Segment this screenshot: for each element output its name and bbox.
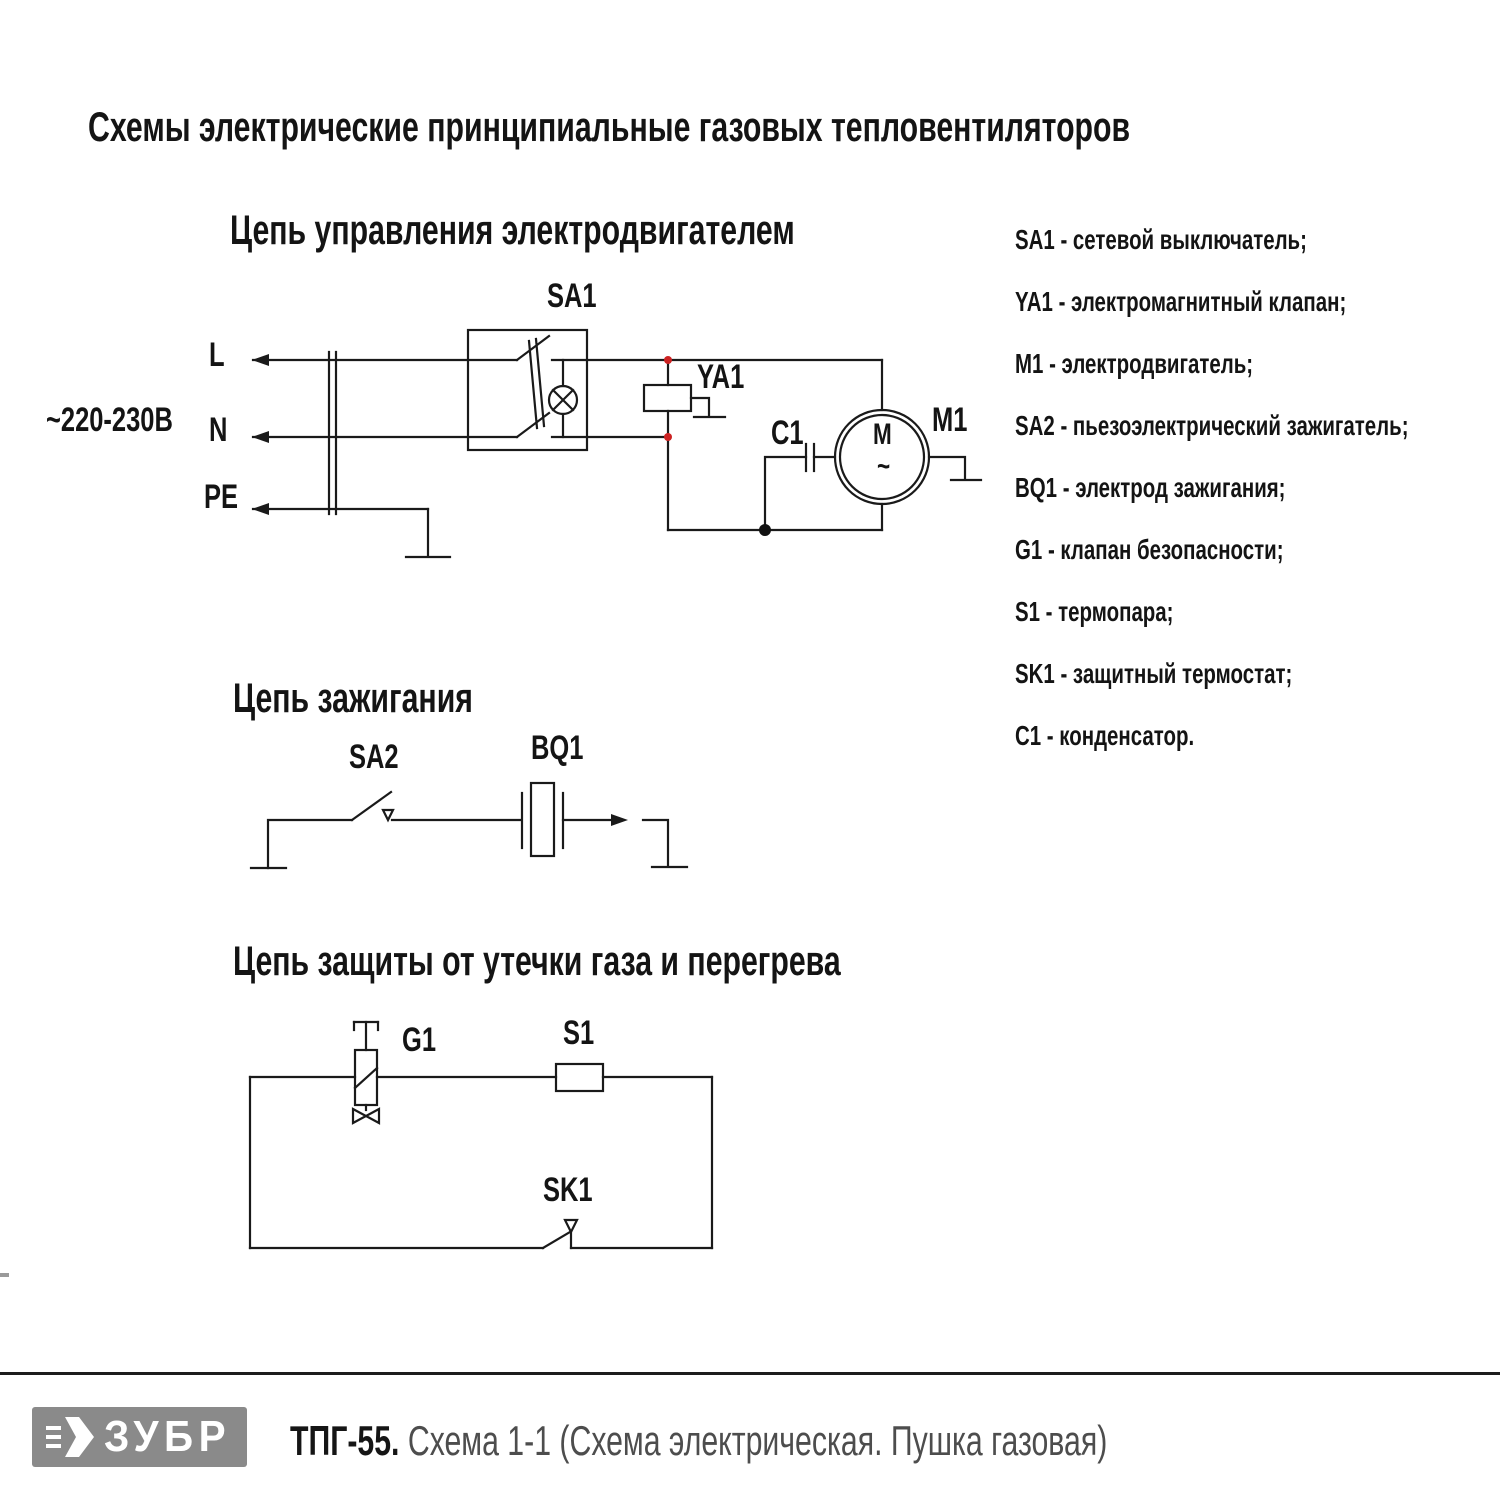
junction-dot bbox=[759, 524, 771, 536]
line-l-label: L bbox=[209, 336, 225, 374]
footer-separator bbox=[0, 1372, 1500, 1375]
junction-dot-red bbox=[664, 356, 672, 364]
g1-label: G1 bbox=[402, 1021, 437, 1059]
lamp-icon bbox=[549, 360, 577, 437]
legend-item-sk1: SK1 - защитный термостат; bbox=[1015, 658, 1293, 689]
sa2-switch-symbol bbox=[352, 792, 521, 820]
c1-capacitor-symbol bbox=[765, 444, 835, 530]
scheme-caption: Схема 1-1 (Схема электрическая. Пушка газовая) bbox=[399, 1417, 1108, 1464]
ground-icon bbox=[643, 820, 687, 867]
arrow-right-icon bbox=[611, 814, 628, 826]
motor-letter-label: M bbox=[873, 418, 892, 451]
legend-item-c1: C1 - конденсатор. bbox=[1015, 720, 1195, 751]
c1-label: C1 bbox=[771, 414, 804, 452]
motor-wave-label: ~ bbox=[877, 450, 891, 483]
sa1-switch-symbol bbox=[468, 330, 882, 450]
line-pe-label: PE bbox=[204, 478, 239, 516]
arrow-left-icon bbox=[252, 354, 269, 366]
section-title-protection: Цепь защиты от утечки газа и перегрева bbox=[233, 937, 841, 984]
legend-item-ya1: YA1 - электромагнитный клапан; bbox=[1015, 286, 1347, 317]
junction-dot-red bbox=[664, 433, 672, 441]
model-number: ТПГ-55. bbox=[290, 1417, 400, 1464]
brand-logo bbox=[32, 1407, 247, 1467]
brand-name: ЗУБР bbox=[104, 1412, 232, 1461]
circuit-motor-control bbox=[252, 330, 981, 557]
footer-caption-line bbox=[290, 1418, 1107, 1464]
sa1-label: SA1 bbox=[547, 277, 597, 315]
bq1-piezo-symbol bbox=[522, 783, 628, 856]
sk1-thermostat-symbol bbox=[543, 1220, 577, 1248]
bq1-label: BQ1 bbox=[531, 729, 584, 767]
ground-icon bbox=[691, 398, 725, 417]
m1-motor-symbol bbox=[835, 360, 981, 530]
s1-thermocouple-symbol bbox=[556, 1064, 603, 1091]
line-n-label: N bbox=[209, 411, 228, 449]
voltage-label: ~220-230В bbox=[46, 401, 173, 439]
arrow-left-icon bbox=[252, 503, 269, 515]
legend-item-g1: G1 - клапан безопасности; bbox=[1015, 534, 1284, 565]
zubr-logo-icon bbox=[46, 1415, 96, 1459]
ground-icon bbox=[929, 457, 981, 480]
sk1-label: SK1 bbox=[543, 1171, 593, 1209]
circuit-ignition bbox=[251, 783, 687, 868]
section-title-motor-control: Цепь управления электродвигателем bbox=[230, 206, 795, 253]
g1-valve-symbol bbox=[353, 1022, 379, 1123]
page-title: Схемы электрические принципиальные газовых тепловентиляторов bbox=[88, 103, 1131, 150]
power-input-lines bbox=[252, 354, 517, 515]
legend-item-m1: M1 - электродвигатель; bbox=[1015, 348, 1254, 379]
mains-connector-icon bbox=[329, 352, 336, 514]
m1-label: M1 bbox=[932, 401, 968, 439]
section-title-ignition: Цепь зажигания bbox=[233, 674, 473, 721]
legend-item-sa2: SA2 - пьезоэлектрический зажигатель; bbox=[1015, 410, 1409, 441]
legend-item-s1: S1 - термопара; bbox=[1015, 596, 1174, 627]
pe-ground-icon bbox=[406, 509, 450, 557]
legend-item-sa1: SA1 - сетевой выключатель; bbox=[1015, 224, 1307, 255]
sa2-label: SA2 bbox=[349, 738, 399, 776]
ground-icon bbox=[251, 820, 352, 868]
edge-artifact-dash bbox=[0, 1273, 9, 1277]
circuit-protection bbox=[250, 1022, 712, 1248]
arrow-left-icon bbox=[252, 431, 269, 443]
s1-label: S1 bbox=[563, 1014, 595, 1052]
legend-item-bq1: BQ1 - электрод зажигания; bbox=[1015, 472, 1286, 503]
valve-bowtie-icon bbox=[366, 1109, 379, 1123]
ya1-label: YA1 bbox=[697, 358, 745, 396]
ya1-solenoid-symbol bbox=[644, 360, 725, 530]
